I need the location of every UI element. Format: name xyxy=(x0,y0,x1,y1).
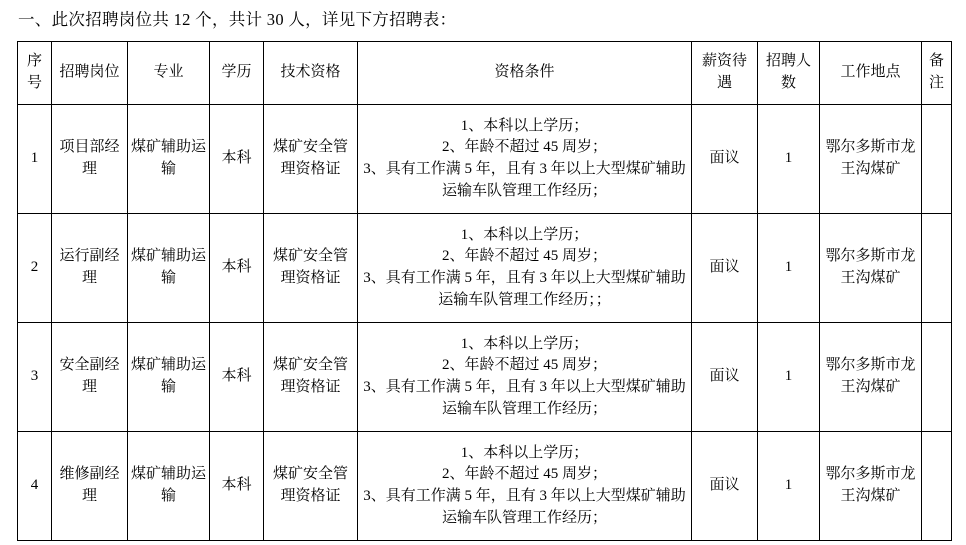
condition-line: 3、具有工作满 5 年，且有 3 年以上大型煤矿辅助运输车队管理工作经历； xyxy=(363,379,686,417)
table-row xyxy=(18,105,952,214)
header-pay: 薪资待遇 xyxy=(692,42,758,105)
table-row xyxy=(18,432,952,541)
condition-line: 1、本科以上学历； xyxy=(460,226,589,243)
cell-note xyxy=(922,432,952,541)
cell-pay: 面议 xyxy=(692,105,758,214)
cell-index: 3 xyxy=(18,323,52,432)
cell-count: 1 xyxy=(758,432,820,541)
cell-education: 本科 xyxy=(210,432,264,541)
cell-note xyxy=(922,214,952,323)
cell-note xyxy=(922,323,952,432)
cell-major: 煤矿辅助运输 xyxy=(128,323,210,432)
cell-post: 安全副经理 xyxy=(52,323,128,432)
cell-note xyxy=(922,105,952,214)
cell-tech: 煤矿安全管理资格证 xyxy=(264,323,358,432)
cell-place: 鄂尔多斯市龙王沟煤矿 xyxy=(820,214,922,323)
cell-education: 本科 xyxy=(210,214,264,323)
cell-conditions xyxy=(358,323,692,432)
cell-education: 本科 xyxy=(210,105,264,214)
cell-place: 鄂尔多斯市龙王沟煤矿 xyxy=(820,105,922,214)
cell-post: 运行副经理 xyxy=(52,214,128,323)
condition-line: 2、年龄不超过 45 周岁； xyxy=(441,357,607,374)
cell-count: 1 xyxy=(758,323,820,432)
header-major: 专业 xyxy=(128,42,210,105)
condition-line: 1、本科以上学历； xyxy=(460,444,589,461)
condition-line: 3、具有工作满 5 年，且有 3 年以上大型煤矿辅助运输车队管理工作经历；； xyxy=(363,270,686,308)
table-header-row xyxy=(18,42,952,105)
condition-line: 2、年龄不超过 45 周岁； xyxy=(441,248,607,265)
cell-conditions xyxy=(358,432,692,541)
header-post: 招聘岗位 xyxy=(52,42,128,105)
cell-count: 1 xyxy=(758,105,820,214)
cell-post: 项目部经理 xyxy=(52,105,128,214)
cell-education: 本科 xyxy=(210,323,264,432)
cell-pay: 面议 xyxy=(692,432,758,541)
cell-index: 2 xyxy=(18,214,52,323)
header-conditions: 资格条件 xyxy=(358,42,692,105)
header-tech: 技术资格 xyxy=(264,42,358,105)
recruitment-table xyxy=(17,41,952,541)
cell-index: 1 xyxy=(18,105,52,214)
condition-line: 3、具有工作满 5 年，且有 3 年以上大型煤矿辅助运输车队管理工作经历； xyxy=(363,488,686,526)
cell-conditions xyxy=(358,105,692,214)
cell-tech: 煤矿安全管理资格证 xyxy=(264,105,358,214)
cell-place: 鄂尔多斯市龙王沟煤矿 xyxy=(820,432,922,541)
header-count: 招聘人数 xyxy=(758,42,820,105)
table-row xyxy=(18,323,952,432)
cell-conditions xyxy=(358,214,692,323)
condition-line: 1、本科以上学历； xyxy=(460,117,589,134)
cell-major: 煤矿辅助运输 xyxy=(128,214,210,323)
table-row xyxy=(18,214,952,323)
condition-line: 2、年龄不超过 45 周岁； xyxy=(441,466,607,483)
cell-count: 1 xyxy=(758,214,820,323)
cell-major: 煤矿辅助运输 xyxy=(128,105,210,214)
header-education: 学历 xyxy=(210,42,264,105)
cell-post: 维修副经理 xyxy=(52,432,128,541)
cell-pay: 面议 xyxy=(692,214,758,323)
cell-tech: 煤矿安全管理资格证 xyxy=(264,214,358,323)
intro-paragraph: 一、此次招聘岗位共 12 个，共计 30 人，详见下方招聘表： xyxy=(18,10,457,29)
condition-line: 1、本科以上学历； xyxy=(460,335,589,352)
condition-line: 3、具有工作满 5 年，且有 3 年以上大型煤矿辅助运输车队管理工作经历； xyxy=(363,161,686,199)
header-index: 序号 xyxy=(18,42,52,105)
cell-place: 鄂尔多斯市龙王沟煤矿 xyxy=(820,323,922,432)
header-place: 工作地点 xyxy=(820,42,922,105)
cell-tech: 煤矿安全管理资格证 xyxy=(264,432,358,541)
cell-major: 煤矿辅助运输 xyxy=(128,432,210,541)
cell-pay: 面议 xyxy=(692,323,758,432)
cell-index: 4 xyxy=(18,432,52,541)
condition-line: 2、年龄不超过 45 周岁； xyxy=(441,139,607,156)
header-note: 备注 xyxy=(922,42,952,105)
